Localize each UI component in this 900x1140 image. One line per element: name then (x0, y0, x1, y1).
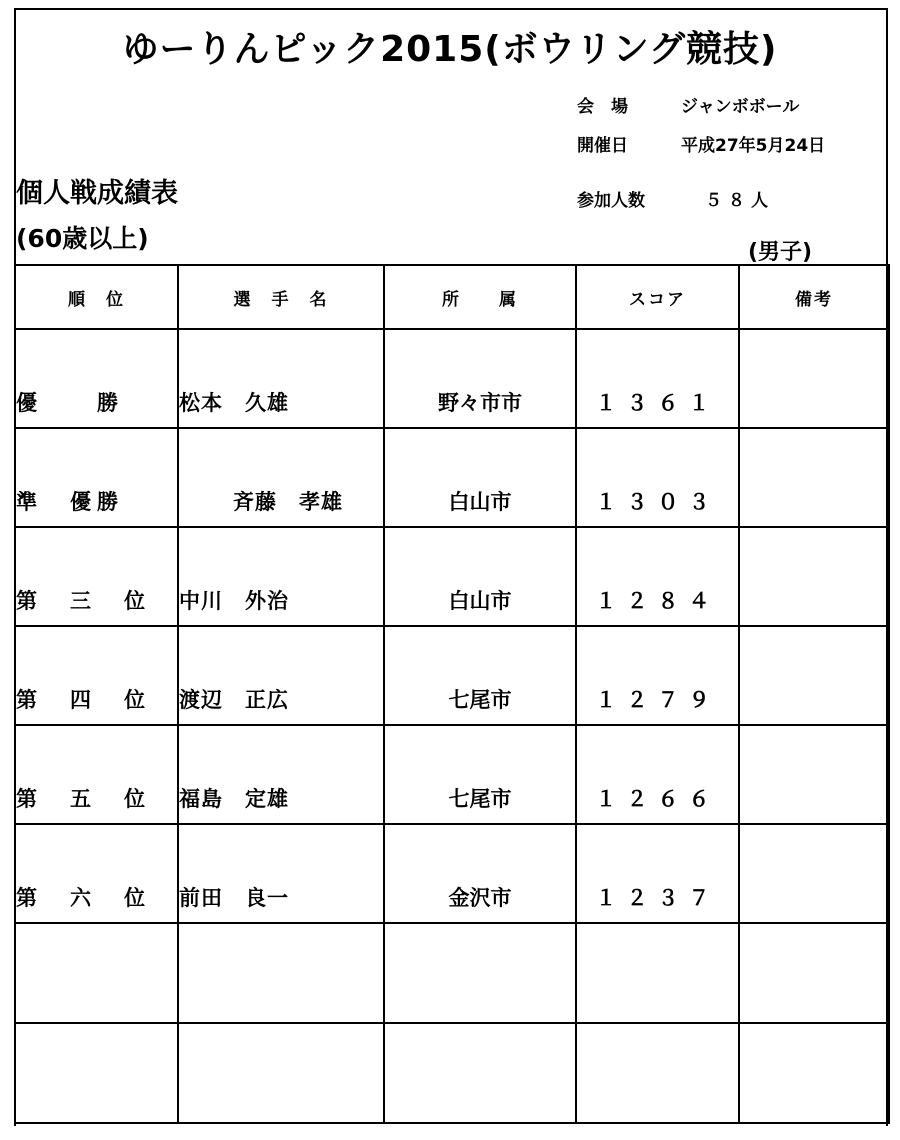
table-row (15, 725, 889, 824)
note-cell (739, 725, 889, 824)
header-affiliation: 所 属 (384, 265, 576, 329)
affiliation-cell: 白山市 (384, 428, 576, 527)
score-cell: １２８４ (576, 527, 739, 626)
affiliation-cell: 白山市 (384, 527, 576, 626)
affiliation-cell: 七尾市 (384, 725, 576, 824)
empty-cell (384, 923, 576, 1023)
gender-category: (男子) (748, 240, 813, 265)
empty-cell (576, 1023, 739, 1123)
player-name-cell: 斉藤 孝雄 (178, 428, 384, 527)
date-row (577, 135, 825, 157)
empty-cell (384, 1023, 576, 1123)
date-label: 開催日 (577, 136, 628, 156)
header-name: 選 手 名 (178, 265, 384, 329)
note-cell (739, 329, 889, 428)
participants-label: 参加人数 (577, 191, 645, 211)
empty-cell (15, 1023, 178, 1123)
note-cell (739, 626, 889, 725)
empty-cell (15, 923, 178, 1023)
score-cell: １３６１ (576, 329, 739, 428)
table-row (15, 527, 889, 626)
empty-cell (178, 1023, 384, 1123)
venue-label: 会 場 (577, 97, 628, 117)
player-name-cell: 中川 外治 (178, 527, 384, 626)
rank-cell: 第 六 位 (15, 824, 178, 923)
rank-cell: 優 勝 (15, 329, 178, 428)
empty-cell (576, 923, 739, 1023)
age-category: (60歳以上) (16, 224, 149, 253)
empty-cell (178, 923, 384, 1023)
score-cell: １３０３ (576, 428, 739, 527)
results-heading: 個人戦成績表 (16, 178, 178, 209)
note-cell (739, 824, 889, 923)
results-table (14, 264, 890, 1124)
rank-cell: 準 優勝 (15, 428, 178, 527)
document-title: ゆーりんピック2015(ボウリング競技) (122, 29, 778, 70)
participants-value: ５８人 (705, 191, 774, 211)
score-cell: １２７９ (576, 626, 739, 725)
participants-row (577, 190, 774, 212)
venue-row (577, 96, 799, 118)
rank-cell: 第 四 位 (15, 626, 178, 725)
note-cell (739, 428, 889, 527)
empty-cell (739, 1023, 889, 1123)
venue-value: ジャンボボール (681, 97, 800, 117)
player-name-cell: 松本 久雄 (178, 329, 384, 428)
affiliation-cell: 七尾市 (384, 626, 576, 725)
affiliation-cell: 金沢市 (384, 824, 576, 923)
table-row (15, 428, 889, 527)
header-score: スコア (576, 265, 739, 329)
affiliation-cell: 野々市市 (384, 329, 576, 428)
header-rank: 順 位 (15, 265, 178, 329)
empty-cell (739, 923, 889, 1023)
player-name-cell: 前田 良一 (178, 824, 384, 923)
rank-cell: 第 三 位 (15, 527, 178, 626)
date-value: 平成27年5月24日 (681, 136, 826, 156)
table-header-row (15, 265, 889, 329)
table-row (15, 626, 889, 725)
table-row (15, 824, 889, 923)
empty-table-row (15, 923, 889, 1023)
table-row (15, 329, 889, 428)
score-cell: １２３７ (576, 824, 739, 923)
note-cell (739, 527, 889, 626)
empty-table-row (15, 1023, 889, 1123)
header-note: 備考 (739, 265, 889, 329)
rank-cell: 第 五 位 (15, 725, 178, 824)
player-name-cell: 渡辺 正広 (178, 626, 384, 725)
score-cell: １２６６ (576, 725, 739, 824)
player-name-cell: 福島 定雄 (178, 725, 384, 824)
